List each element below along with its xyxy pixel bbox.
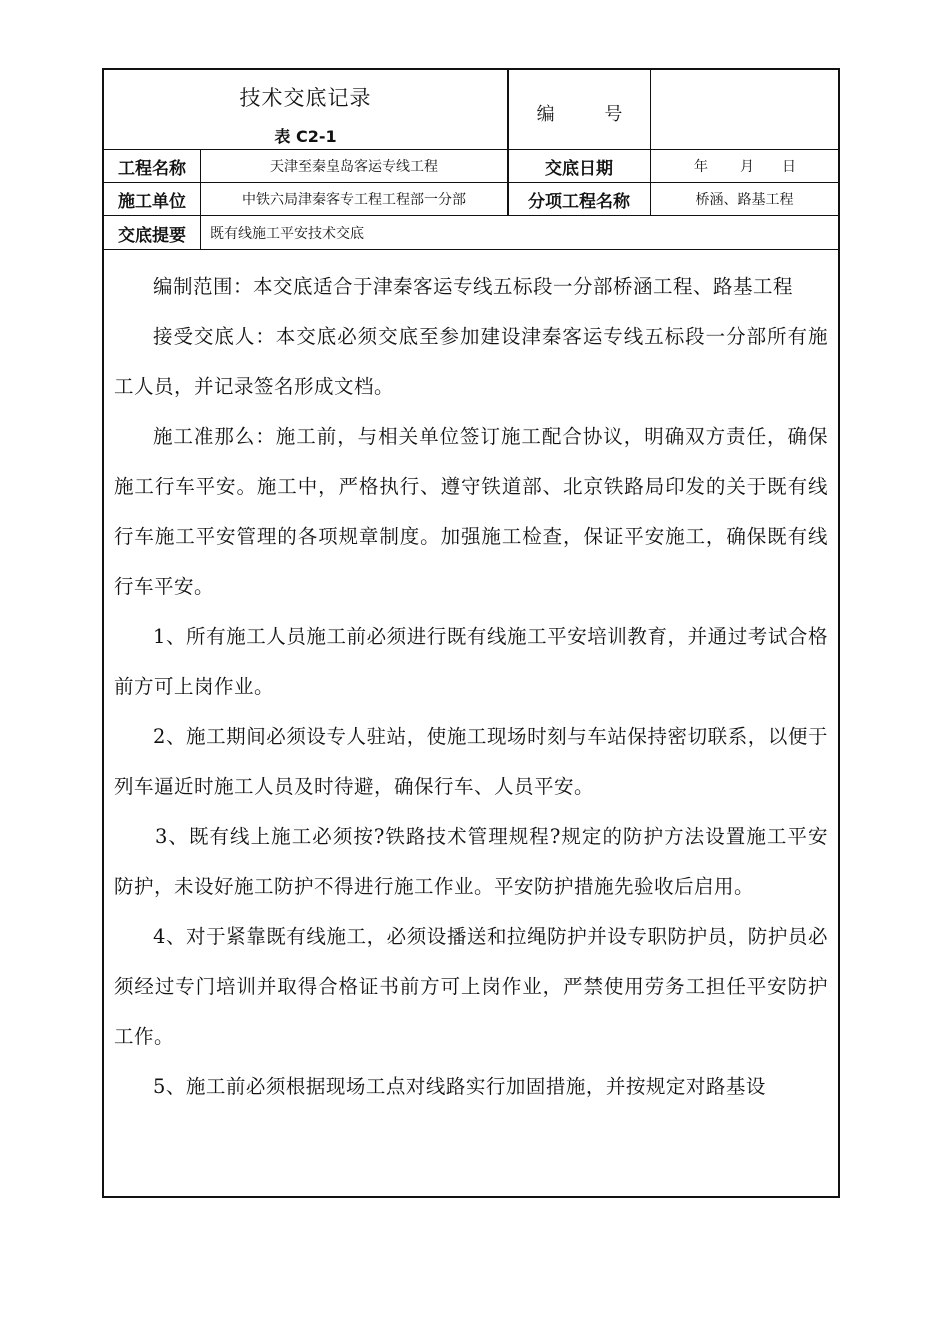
paragraph-recipients: 接受交底人：本交底必须交底至参加建设津秦客运专线五标段一分部所有施工人员，并记录签名形成文档。	[114, 325, 828, 398]
project-name-value: 天津至秦皇岛客运专线工程	[270, 159, 438, 175]
paragraph-item-2: 2、施工期间必须设专人驻站，使施工现场时刻与车站保持密切联系，以便于列车逼近时施工人员及时待避，确保行车、人员平安。	[114, 725, 828, 798]
sub-project-label: 分项工程名称	[528, 192, 630, 212]
summary-label: 交底提要	[118, 226, 186, 246]
summary-value: 既有线施工平安技术交底	[210, 226, 364, 242]
paragraph-item-5: 5、施工前必须根据现场工点对线路实行加固措施，并按规定对路基设	[153, 1075, 766, 1098]
construction-unit-value: 中铁六局津秦客专工程工程部一分部	[242, 192, 466, 208]
form-title: 技术交底记录	[239, 86, 372, 110]
row-divider	[104, 215, 838, 216]
sub-project-value: 桥涵、路基工程	[695, 192, 794, 208]
date-month: 月	[740, 159, 754, 175]
number-label: 编 号	[536, 104, 645, 125]
paragraph-principles: 施工准那么：施工前，与相关单位签订施工配合协议，明确双方责任，确保施工行车平安。施工中，严格执行、遵守铁道部、北京铁路局印发的关于既有线行车施工平安管理的各项规章制度。加强施工检查，保证平安施工，确保既有线行车平安。	[114, 425, 828, 598]
date-day: 日	[782, 159, 796, 175]
paragraph-item-3: 3、既有线上施工必须按?铁路技术管理规程?规定的防护方法设置施工平安防护，未设好施工防护不得进行施工作业。平安防护措施先验收后启用。	[114, 825, 828, 898]
paragraph-item-1: 1、所有施工人员施工前必须进行既有线施工平安培训教育，并通过考试合格前方可上岗作业。	[114, 625, 828, 698]
date-label: 交底日期	[545, 159, 613, 179]
row-divider	[104, 249, 838, 250]
technical-disclosure-form	[102, 68, 840, 1198]
construction-unit-label: 施工单位	[118, 192, 186, 212]
date-year: 年	[694, 159, 708, 175]
paragraph-item-4: 4、对于紧靠既有线施工，必须设播送和拉绳防护并设专职防护员，防护员必须经过专门培训并取得合格证书前方可上岗作业，严禁使用劳务工担任平安防护工作。	[114, 925, 828, 1048]
disclosure-content	[114, 262, 828, 1112]
project-name-label: 工程名称	[118, 159, 186, 179]
row-divider	[104, 182, 838, 183]
form-code: 表 C2-1	[274, 127, 337, 146]
row-divider	[104, 149, 838, 150]
paragraph-scope: 编制范围：本交底适合于津秦客运专线五标段一分部桥涵工程、路基工程	[153, 275, 794, 298]
